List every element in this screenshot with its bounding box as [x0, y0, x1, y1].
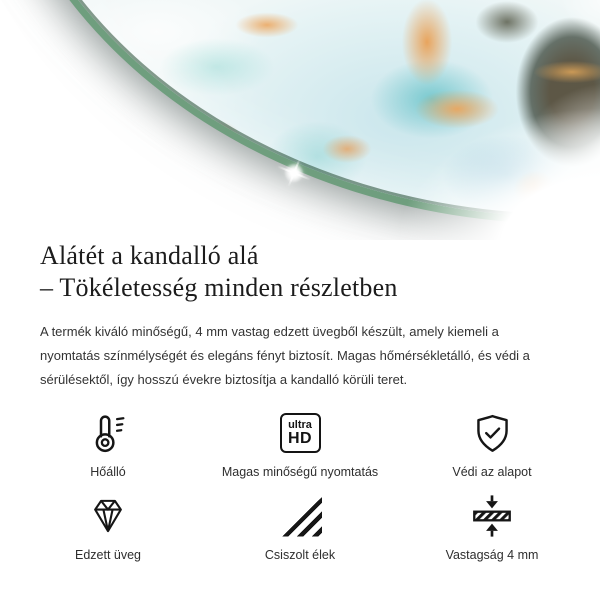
feature-thickness — [396, 492, 588, 562]
feature-polished-edges — [204, 492, 396, 562]
thickness-icon — [469, 492, 515, 540]
diamond-icon — [86, 492, 130, 540]
ultra-hd-badge-top: ultra — [288, 419, 312, 431]
product-description-block — [0, 240, 600, 562]
page-title-line1: Alátét a kandalló alá — [40, 241, 259, 270]
ultra-hd-badge-bottom: HD — [287, 430, 313, 447]
polished-edges-icon — [278, 492, 322, 540]
feature-label: Csiszolt élek — [264, 548, 336, 562]
feature-label: Magas minőségű nyomtatás — [221, 465, 379, 479]
hero-product-image — [0, 0, 600, 240]
product-description-text: A termék kiváló minőségű, 4 mm vastag edzett üvegből készült, amely kiemeli a nyomtatás színmélységét és elegáns fényt biztosít. Magas hőmérsékletálló, és védi a sérülésektől, így hosszú évekre biztosítja a kandalló körüli teret. — [40, 324, 530, 387]
feature-heat-resistant — [12, 409, 204, 479]
shield-check-icon — [470, 409, 515, 457]
page-title-line2: – Tökéletesség minden részletben — [40, 273, 398, 302]
features-grid — [0, 409, 600, 562]
feature-label: Edzett üveg — [74, 548, 141, 562]
ultra-hd-icon — [280, 409, 321, 457]
feature-tempered-glass — [12, 492, 204, 562]
feature-label: Vastagság 4 mm — [445, 548, 539, 562]
page-title — [40, 240, 560, 304]
thermometer-icon — [85, 409, 131, 457]
feature-base-protection — [396, 409, 588, 479]
feature-label: Védi az alapot — [452, 465, 532, 479]
feature-label: Hőálló — [90, 465, 126, 479]
feature-print-quality — [204, 409, 396, 479]
